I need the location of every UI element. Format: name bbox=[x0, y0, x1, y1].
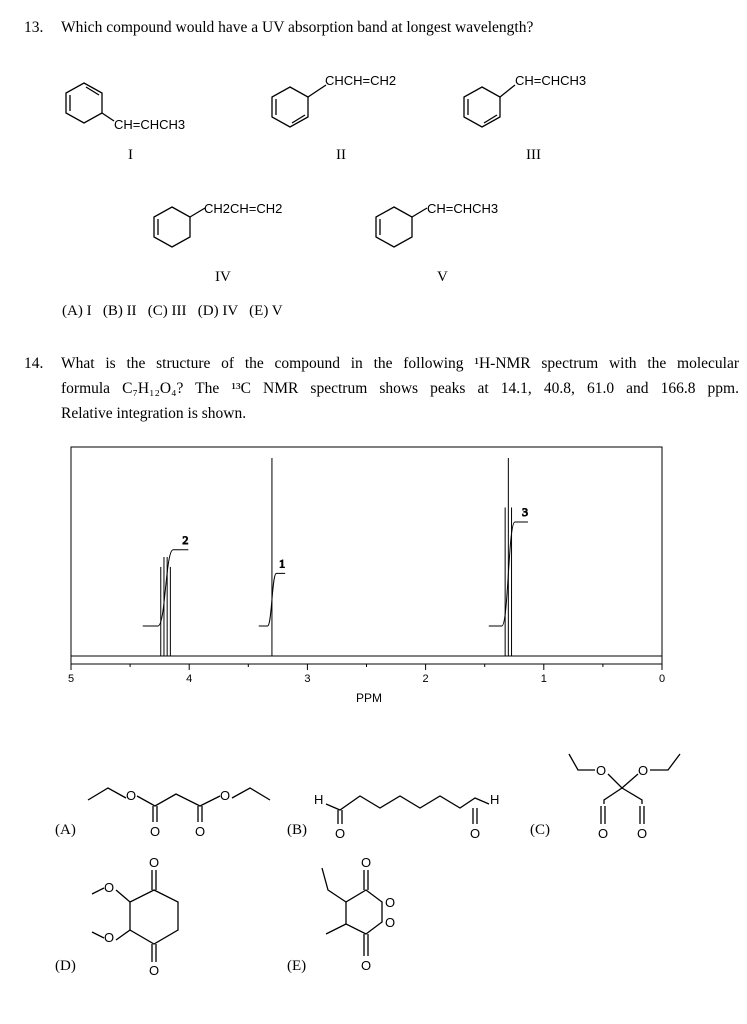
q13-answer-choices: (A) I (B) II (C) III (D) IV (E) V bbox=[62, 303, 283, 319]
tick-label: 1 bbox=[540, 673, 547, 685]
compound-II-ring bbox=[272, 85, 326, 127]
q13-text: Which compound would have a UV absorption band at longest wavelength? bbox=[61, 19, 534, 36]
q13-structures bbox=[0, 55, 747, 305]
compound-I-substituent: CH=CHCH3 bbox=[114, 117, 186, 132]
compound-III-label: III bbox=[526, 147, 541, 163]
A-carbonyl-O-1: O bbox=[150, 824, 161, 839]
integration-label: 1 bbox=[279, 556, 286, 571]
q14-text-line1: What is the structure of the compound in the following ¹H-NMR spectrum with the molecular bbox=[61, 355, 739, 372]
compound-IV-label: IV bbox=[215, 269, 231, 285]
E-ring-O-1: O bbox=[385, 895, 396, 910]
D-oxygen-1: O bbox=[104, 880, 115, 895]
A-carbonyl-O-2: O bbox=[195, 824, 206, 839]
integration-curve bbox=[143, 550, 189, 626]
structure-E bbox=[322, 868, 382, 956]
compound-III-substituent: CH=CHCH3 bbox=[515, 73, 587, 88]
option-E-label: (E) bbox=[287, 958, 307, 974]
E-carbonyl-O-2: O bbox=[361, 958, 372, 973]
compound-V-ring bbox=[376, 207, 427, 247]
structure-C bbox=[569, 754, 680, 824]
A-oxygen-1: O bbox=[126, 788, 137, 803]
spectrum-frame bbox=[71, 447, 662, 664]
compound-IV-substituent: CH2CH=CH2 bbox=[204, 201, 283, 216]
tick-label: 0 bbox=[658, 673, 666, 685]
q13-number: 13. bbox=[24, 19, 44, 36]
compound-I-ring bbox=[66, 83, 114, 123]
compound-V-substituent: CH=CHCH3 bbox=[427, 201, 499, 216]
q14-number: 14. bbox=[24, 355, 44, 372]
q14-answer-structures bbox=[0, 740, 747, 1024]
C-carbonyl-O-2: O bbox=[637, 826, 648, 841]
B-hydrogen-2: H bbox=[490, 792, 500, 807]
q14-text-line2: formula C₇H₁₂O₄? The ¹³C NMR spectrum shows peaks at 14.1, 40.8, 61.0 and 166.8 ppm. bbox=[61, 380, 739, 397]
D-carbonyl-O-2: O bbox=[149, 963, 160, 978]
compound-III-ring bbox=[464, 85, 515, 127]
B-hydrogen-1: H bbox=[314, 792, 324, 807]
tick-label: 3 bbox=[304, 673, 311, 685]
tick-label: 2 bbox=[422, 673, 429, 685]
structure-A bbox=[88, 788, 270, 822]
option-A-label: (A) bbox=[55, 822, 76, 838]
C-carbonyl-O-1: O bbox=[598, 826, 609, 841]
option-C-label: (C) bbox=[530, 822, 550, 838]
E-carbonyl-O-1: O bbox=[361, 855, 372, 870]
C-oxygen-1: O bbox=[596, 763, 607, 778]
compound-IV-ring bbox=[154, 207, 205, 247]
B-carbonyl-O-1: O bbox=[335, 826, 346, 841]
tick-label: 4 bbox=[186, 673, 193, 685]
C-oxygen-2: O bbox=[638, 763, 649, 778]
integration-label: 3 bbox=[521, 505, 528, 520]
structure-B bbox=[326, 796, 489, 824]
option-B-label: (B) bbox=[287, 822, 307, 838]
integration-label: 2 bbox=[182, 532, 189, 547]
E-ring-O-2: O bbox=[385, 915, 396, 930]
tick-label: 5 bbox=[67, 673, 75, 685]
compound-II-substituent: CHCH=CH2 bbox=[325, 73, 397, 88]
compound-I-label: I bbox=[128, 147, 133, 163]
D-carbonyl-O-1: O bbox=[149, 855, 160, 870]
option-D-label: (D) bbox=[55, 958, 76, 974]
B-carbonyl-O-2: O bbox=[470, 826, 481, 841]
compound-V-label: V bbox=[437, 269, 448, 285]
compound-II-label: II bbox=[336, 147, 346, 163]
D-oxygen-2: O bbox=[104, 930, 115, 945]
A-oxygen-2: O bbox=[220, 788, 231, 803]
x-axis-label: PPM bbox=[355, 691, 383, 705]
nmr-spectrum bbox=[0, 440, 747, 710]
q14-text-line3: Relative integration is shown. bbox=[61, 405, 247, 422]
